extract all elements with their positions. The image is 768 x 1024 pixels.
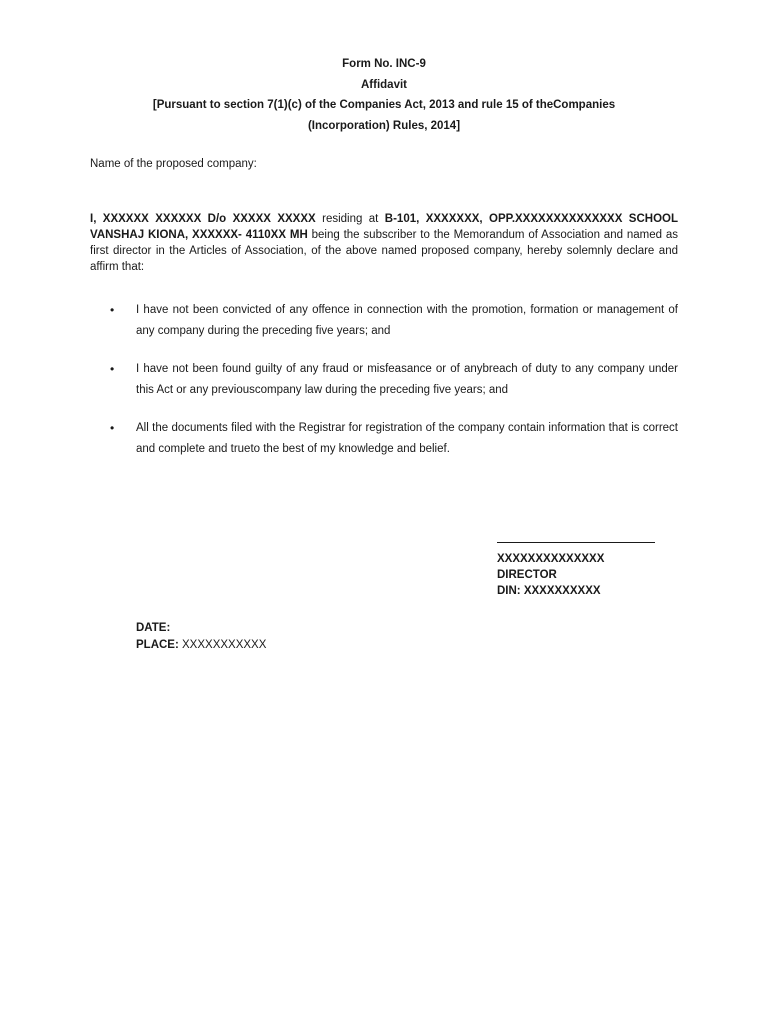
- signatory-name: XXXXXXXXXXXXXX: [497, 553, 605, 565]
- signature-line: [497, 542, 655, 543]
- intro-text-2: being the subscriber to the Memorandum of Association and named as first director in the Articles of Association, of the above named proposed company, hereby solemnly declare and affirm that:: [90, 229, 678, 273]
- declaration-text: I have not been found guilty of any fraud or misfeasance or of anybreach of duty to any company under this Act or any previouscompany law during the preceding five years; and: [136, 363, 678, 396]
- date-place-block: [136, 620, 266, 654]
- bullet-icon: •: [110, 421, 115, 435]
- signatory-din: DIN: XXXXXXXXXX: [497, 585, 601, 597]
- place-label: PLACE:: [136, 639, 179, 651]
- document-header: [90, 54, 678, 136]
- list-item: [90, 359, 678, 400]
- statutory-reference-line-1: [Pursuant to section 7(1)(c) of the Companies Act, 2013 and rule 15 of theCompanies: [152, 99, 616, 111]
- bullet-icon: •: [110, 303, 115, 317]
- company-name-label: Name of the proposed company:: [90, 158, 257, 170]
- place-line: [136, 637, 266, 654]
- bullet-icon: •: [110, 362, 115, 376]
- declarant-address: B-101, XXXXXXX, OPP.XXXXXXXXXXXXXX SCHOOL VANSHAJ KIONA, XXXXXX- 4110XX MH: [90, 213, 679, 241]
- document-title: Affidavit: [361, 78, 407, 91]
- declaration-text: I have not been convicted of any offence in connection with the promotion, formation or management of any company during the preceding five years; and: [136, 304, 678, 337]
- declarant-name: I, XXXXXX XXXXXX D/o XXXXX XXXXX: [90, 213, 316, 225]
- intro-text-1: residing at: [315, 213, 385, 225]
- statutory-reference-line-2: (Incorporation) Rules, 2014]: [307, 119, 461, 132]
- signature-block: [497, 542, 655, 599]
- declaration-list: [90, 300, 678, 459]
- form-number: Form No. INC-9: [342, 58, 426, 70]
- list-item: [90, 300, 678, 341]
- date-label: DATE:: [136, 622, 171, 634]
- signatory-role: DIRECTOR: [497, 569, 557, 581]
- place-value: XXXXXXXXXXX: [178, 639, 267, 651]
- list-item: [90, 418, 678, 459]
- declarant-paragraph: [90, 211, 678, 275]
- declaration-text: All the documents filed with the Registrar for registration of the company contain information that is correct and complete and trueto the best of my knowledge and belief.: [136, 422, 678, 455]
